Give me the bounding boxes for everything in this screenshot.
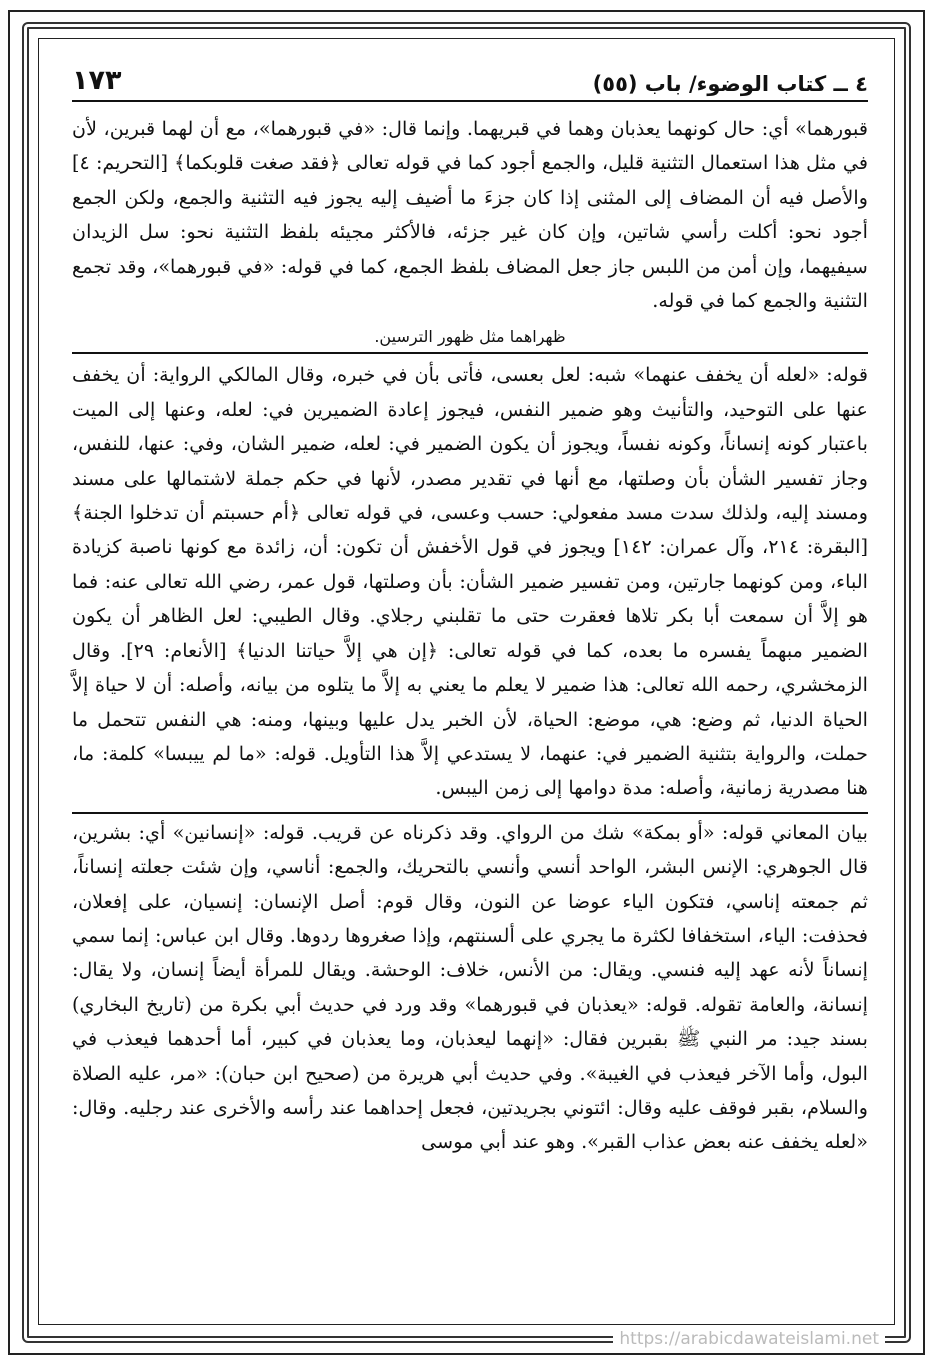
page-number: ١٧٣: [72, 65, 122, 96]
book-page: [72, 58, 868, 1328]
marginal-note: ظهراهما مثل ظهور الترسين.: [374, 327, 566, 347]
watermark-url: https://arabicdawateislami.net: [613, 1329, 885, 1349]
paragraph-lallahu: قوله: «لعله أن يخفف عنهما» شبه: لعل بعسى، فأتى بأن في خبره، وقال المالكي الرواية: أن يخفف عنها على التوحيد، والتأنيث وهو ضمير النفس، فيجوز إعادة الضميرين في: لعله، وعنها إلى الميت باعتبار كونه إنساناً، وكونه نفساً، ويجوز أن يكون الضمير في: لعله، ضمير الشان، وفي: عنها، للنفس، وجاز تفسير الشأن بأن وصلتها، مع أنها في تقدير مصدر، لأنها في حكم جملة لاشتمالها على مسند ومسند إليه، ولذلك سدت مسد مفعولي: حسب وعسى، في قوله تعالى ﴿أم حسبتم أن تدخلوا الجنة﴾ [البقرة: ٢١٤، وآل عمران: ١٤٢] ويجوز في قول الأخفش أن تكون: أن، زائدة مع كونها ناصبة كزيادة الباء، ومن كونهما جارتين، ومن تفسير ضمير الشأن: بأن وصلتها، قول عمر، رضي الله تعالى عنه: فما هو إلاَّ أن سمعت أبا بكر تلاها فعقرت حتى ما تقلبني رجلاي. وقال الطيبي: لعل الظاهر أن يكون الضمير مبهماً يفسره ما بعده، كما في قوله تعالى: ﴿إن هي إلاَّ حياتنا الدنيا﴾ [الأنعام: ٢٩]. وقال الزمخشري، رحمه الله تعالى: هذا ضمير لا يعلم ما يعني به إلاَّ ما يتلوه من بيانه، وأصله: أن لا حياة إلاَّ الحياة الدنيا، ثم وضع: هي، موضع: الحياة، لأن الخبر يدل عليها وبينها، ومنه: هي النفس تتحمل ما حملت، والرواية بتثنية الضمير في: عنهما، لا يستدعي إلاَّ هذا التأويل. قوله: «ما لم ييبسا» كلمة: ما، هنا مصدرية زمانية، وأصله: مدة دوامها إلى زمن اليبس.: [72, 363, 868, 800]
running-title: ٤ ــ كتاب الوضوء/ باب (٥٥): [592, 72, 868, 96]
section-divider: [72, 352, 868, 354]
paragraph-graves: قبورهما» أي: حال كونهما يعذبان وهما في قبريهما. وإنما قال: «في قبورهما»، مع أن لهما قبرين، لأن في مثل هذا استعمال التثنية قليل، والجمع أجود كما في قوله تعالى ﴿فقد صغت قلوبكما﴾ [التحريم: ٤] والأصل فيه أن المضاف إلى المثنى إذا كان جزءَ ما أضيف إليه يجوز فيه التثنية والجمع، ولكن الجمع أجود نحو: أكلت رأسي شاتين، وإن كان غير جزئه، فالأكثر مجيئه بلفظ التثنية نحو: سل الزيدان سيفيهما، وإن أمن من اللبس جاز جعل المضاف بلفظ الجمع، كما في قوله: «في قبورهما»، وقد تجمع التثنية والجمع كما في قوله.: [72, 117, 868, 313]
paragraph-bayan-al-maani: بيان المعاني قوله: «أو بمكة» شك من الرواي. وقد ذكرناه عن قريب. قوله: «إنسانين» أي: بشرين، قال الجوهري: الإنس البشر، الواحد أنسي وأنسي بالتحريك، والجمع: أناسي، وإن شئت جعلته إنساناً، ثم جمعته إناسي، فتكون الياء عوضا عن النون، وقال قوم: أصل الإنسان: إنسيان، على إفعلان، فحذفت: الياء، استخفافا لكثرة ما يجري على ألسنتهم، وإذا صغروها ردوها. وقال ابن عباس: إنما سمي إنساناً لأنه عهد إليه فنسي. ويقال: من الأنس، خلاف: الوحشة. ويقال للمرأة أيضاً إنسان، ولا يقال: إنسانة، والعامة تقوله. قوله: «يعذبان في قبورهما» وقد ورد في حديث أبي بكرة من (تاريخ البخاري) بسند جيد: مر النبي ﷺ بقبرين فقال: «إنهما ليعذبان، وما يعذبان في كبير، أما أحدهما فيعذب في البول، وأما الآخر فيعذب في الغيبة». وفي حديث أبي هريرة من (صحيح ابن حبان): «مر، عليه الصلاة والسلام، بقبر فوقف عليه وقال: ائتوني بجريدتين، فجعل إحداهما عند رأسه والأخرى عند رجليه. وقال: «لعله يخفف عنه بعض عذاب القبر». وهو عند أبي موسى: [72, 820, 868, 1154]
page-body: [72, 112, 868, 1160]
page-header: [72, 58, 868, 102]
section-divider: [72, 812, 868, 814]
